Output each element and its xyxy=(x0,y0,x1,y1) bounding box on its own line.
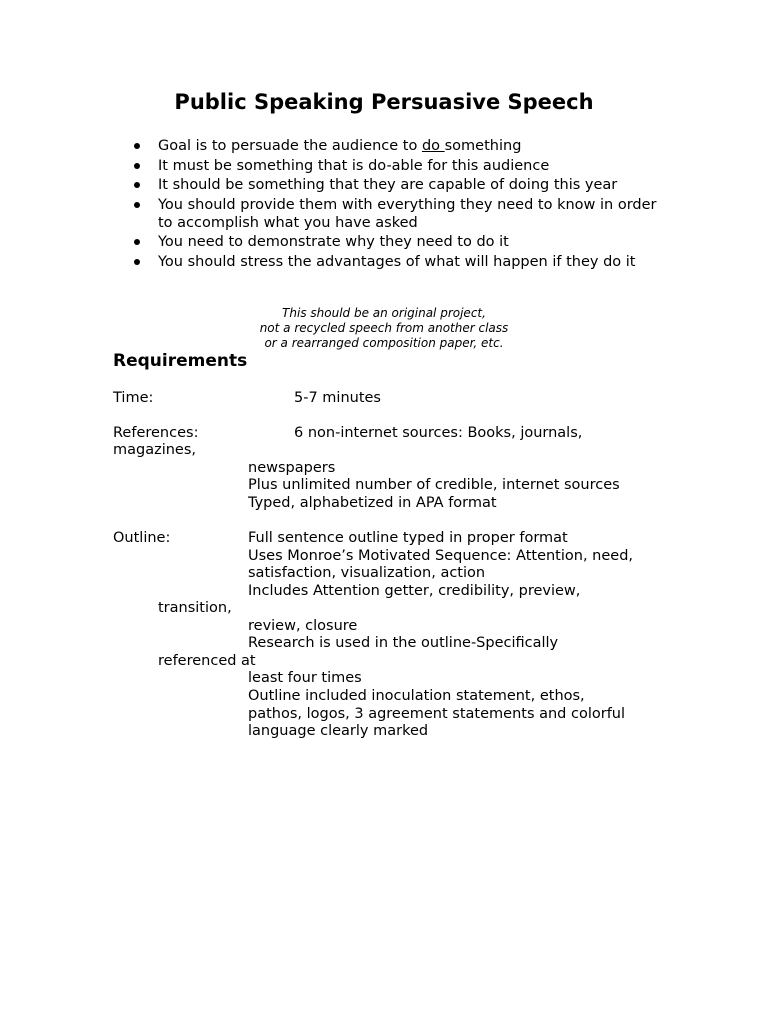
outline-line: Uses Monroe’s Motivated Sequence: Attention, need, xyxy=(248,548,634,564)
outline-line: language clearly marked xyxy=(248,723,429,739)
goal-text: You should provide them with everything they need to know in order to accomplish what you have asked xyxy=(158,196,657,231)
references-label: References: xyxy=(113,425,199,441)
list-item xyxy=(113,137,673,155)
goal-text-end: something xyxy=(444,138,522,154)
page-title: Public Speaking Persuasive Speech xyxy=(174,90,594,114)
outline-wrap-line: referenced at xyxy=(158,653,256,669)
references-line: Typed, alphabetized in APA format xyxy=(248,495,497,511)
goal-text: You need to demonstrate why they need to do it xyxy=(158,234,509,251)
outline-line: satisfaction, visualization, action xyxy=(248,565,486,581)
references-wrap-line: magazines, xyxy=(113,442,197,458)
outline-line: Includes Attention getter, credibility, preview, xyxy=(248,583,581,599)
note-line: not a recycled speech from another class xyxy=(259,321,509,335)
goals-list xyxy=(113,137,673,273)
note-line: or a rearranged composition paper, etc. xyxy=(264,336,504,350)
time-value: 5-7 minutes xyxy=(294,390,381,406)
goal-text: You should stress the advantages of what will happen if they do it xyxy=(158,253,636,270)
goal-underlined-text: do xyxy=(421,138,445,154)
outline-line: Outline included inoculation statement, ethos, xyxy=(248,688,585,704)
list-item xyxy=(113,233,673,251)
time-label: Time: xyxy=(113,390,154,406)
outline-label: Outline: xyxy=(113,530,171,546)
list-item xyxy=(113,253,673,271)
note-line: This should be an original project, xyxy=(282,306,486,320)
list-item xyxy=(113,196,673,232)
references-line: Plus unlimited number of credible, internet sources xyxy=(248,477,620,493)
outline-wrap-line: transition, xyxy=(158,600,232,616)
goal-text: It must be something that is do-able for this audience xyxy=(158,157,550,174)
outline-line: review, closure xyxy=(248,618,358,634)
outline-line: pathos, logos, 3 agreement statements and colorful xyxy=(248,706,626,722)
original-project-note xyxy=(0,306,768,351)
goal-text: Goal is to persuade the audience to xyxy=(158,138,422,154)
requirements-heading: Requirements xyxy=(113,351,248,371)
outline-line: Research is used in the outline-Specifically xyxy=(248,635,559,651)
list-item xyxy=(113,176,673,194)
references-line: newspapers xyxy=(248,460,336,476)
outline-line: Full sentence outline typed in proper format xyxy=(248,530,568,546)
outline-line: least four times xyxy=(248,670,362,686)
list-item xyxy=(113,157,673,175)
references-first-line: 6 non-internet sources: Books, journals, xyxy=(294,425,583,441)
goal-text: It should be something that they are capable of doing this year xyxy=(158,177,618,194)
